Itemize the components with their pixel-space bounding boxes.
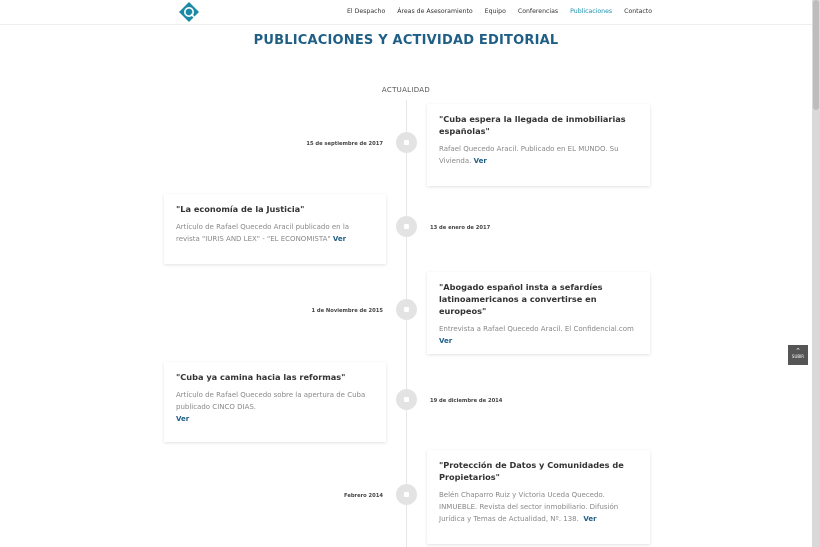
nav-publicaciones[interactable]: Publicaciones: [570, 8, 613, 15]
timeline-node-icon: [396, 132, 417, 153]
page-title: PUBLICACIONES Y ACTIVIDAD EDITORIAL: [253, 33, 559, 48]
scrollbar[interactable]: [812, 0, 820, 547]
publication-date: 1 de Noviembre de 2015: [311, 308, 383, 314]
nav-conferencias[interactable]: Conferencias: [517, 8, 559, 15]
publication-card: [164, 194, 386, 264]
nav-areas-asesoramiento[interactable]: Áreas de Asesoramiento: [397, 8, 473, 15]
timeline-node-icon: [396, 299, 417, 320]
ver-link[interactable]: Ver: [332, 234, 347, 243]
timeline-node-icon: [396, 216, 417, 237]
publication-text: Entrevista a Rafael Quecedo Aracil. El Confidencial.com Ver: [439, 324, 634, 345]
publication-date: 13 de enero de 2017: [430, 225, 491, 231]
publication-title: "La economía de la Justicia": [176, 204, 305, 214]
publication-title: "Cuba ya camina hacia las reformas": [176, 372, 346, 382]
timeline-node-icon: [396, 389, 417, 410]
publication-text: Rafael Quecedo Aracil. Publicado en EL MUNDO. Su Vivienda. Ver: [439, 144, 619, 165]
nav-equipo[interactable]: Equipo: [484, 8, 506, 15]
timeline-line: [406, 100, 407, 547]
chevron-up-icon: ⌃: [795, 347, 801, 355]
publication-text: Artículo de Rafael Quecedo Aracil publicado en la revista "IURIS AND LEX" - "EL ECONOMISTA" Ver: [176, 222, 350, 243]
publication-card: [164, 362, 386, 442]
scrollbar-thumb[interactable]: [813, 0, 819, 110]
section-label: ACTUALIDAD: [381, 86, 431, 94]
main-nav: [335, 8, 652, 15]
nav-el-despacho[interactable]: El Despacho: [347, 8, 386, 15]
publication-text: Belén Chaparro Ruiz y Victoria Uceda Quecedo. INMUEBLE. Revista del sector inmobiliario. Difusión Jurídica y Temas de Actualidad, Nº. 138. Ver: [439, 490, 619, 523]
back-to-top-button[interactable]: [788, 345, 808, 365]
ver-link[interactable]: Ver: [176, 414, 190, 423]
logo-icon[interactable]: [179, 2, 199, 22]
ver-link[interactable]: Ver: [583, 514, 597, 523]
ver-link[interactable]: Ver: [439, 336, 453, 345]
publication-date: Febrero 2014: [343, 493, 383, 499]
publication-date: 15 de septiembre de 2017: [306, 141, 383, 147]
publication-card: [427, 450, 650, 544]
publication-card: [427, 272, 650, 354]
publication-card: [427, 104, 650, 186]
publication-title: "Cuba espera la llegada de inmobiliarias españolas": [439, 114, 626, 136]
publication-date: 19 de diciembre de 2014: [430, 398, 503, 404]
publication-text: Artículo de Rafael Quecedo sobre la apertura de Cuba publicado CINCO DIAS. Ver: [176, 390, 366, 423]
site-header: [0, 0, 812, 25]
ver-link[interactable]: Ver: [473, 156, 487, 165]
nav-contacto[interactable]: Contacto: [624, 8, 652, 15]
publication-title: "Abogado español insta a sefardíes latinoamericanos a convertirse en europeos": [439, 282, 603, 316]
timeline-node-icon: [396, 484, 417, 505]
publication-title: "Protección de Datos y Comunidades de Propietarios": [439, 460, 624, 482]
back-to-top-label: SUBIR: [791, 354, 805, 359]
